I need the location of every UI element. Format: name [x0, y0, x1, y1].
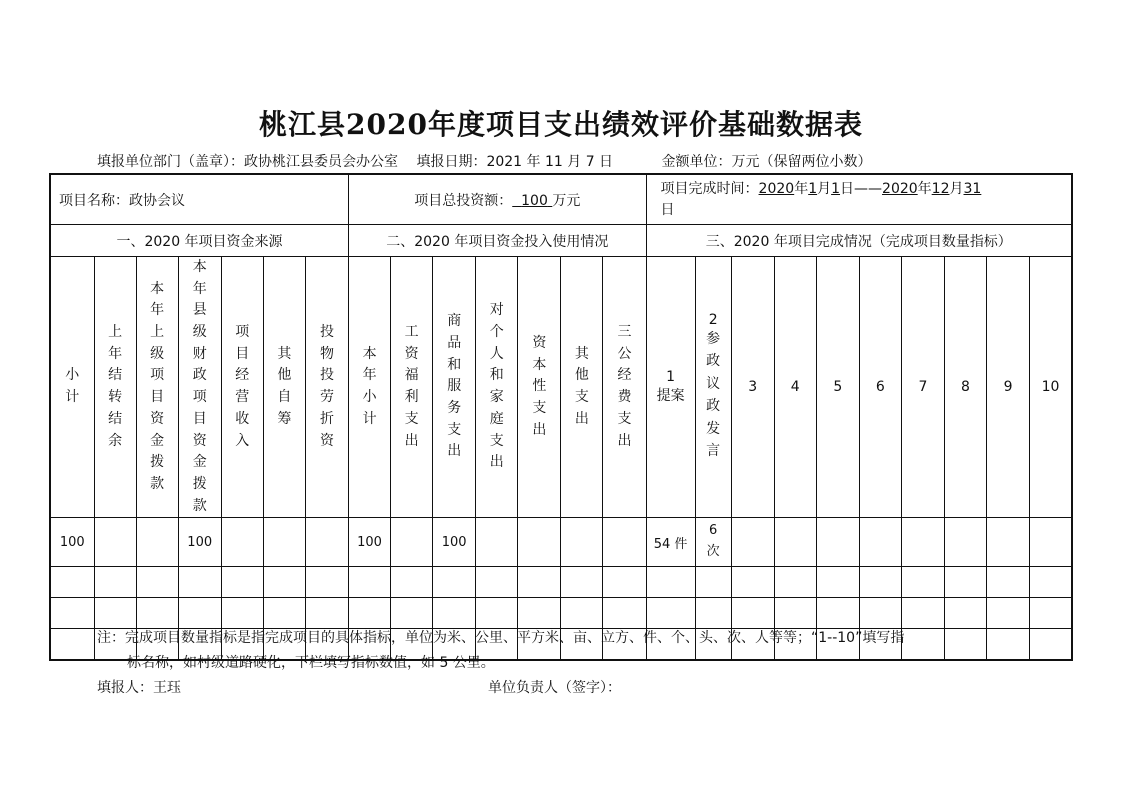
data-cell: [1030, 518, 1072, 567]
data-cell: 100: [50, 518, 94, 567]
table-row: [50, 598, 1072, 629]
note-line-1: 注：完成项目数量指标是指完成项目的具体指标，单位为米、公里、平方米、亩、立方、件、个、头、次、人等等；“1--10”填写指: [97, 630, 905, 646]
data-table: [49, 173, 1073, 661]
note-line-2: 标名称，如村级道路硬化，下栏填写指标数值，如 5 公里。: [127, 655, 495, 671]
header-cell: 三公经费支出: [603, 257, 646, 518]
data-cell: [305, 518, 348, 567]
project-name-cell: 项目名称：政协会议: [50, 174, 349, 225]
indicator-header-1: 1 提案: [646, 257, 695, 518]
indicator-header-10: 10: [1030, 257, 1072, 518]
data-cell: [136, 518, 178, 567]
data-cell: [859, 518, 901, 567]
header-cell: 商品和服务支出: [433, 257, 476, 518]
invest-cell: [349, 174, 647, 225]
header-cell: 投物投劳折资: [305, 257, 348, 518]
data-cell: [603, 518, 646, 567]
data-cell: 6 次: [695, 518, 731, 567]
indicator-header-2: 2 参政议政发言: [695, 257, 731, 518]
header-cell: 工资福利支出: [391, 257, 433, 518]
table-row: [50, 567, 1072, 598]
invest-value: 100: [521, 192, 548, 209]
fill-date: 填报日期：2021 年 11 月 7 日: [416, 154, 614, 170]
data-cell: [901, 518, 944, 567]
leader-signature: 单位负责人（签字）：: [488, 680, 621, 696]
header-cell: 资本性支出: [518, 257, 561, 518]
complete-time-cell: 项目完成时间：2020年1月1日——2020年12月31 日: [646, 174, 1072, 225]
header-cell: 其他自筹: [263, 257, 305, 518]
data-cell: [731, 518, 774, 567]
data-cell: [561, 518, 603, 567]
amount-unit: 金额单位：万元（保留两位小数）: [661, 154, 872, 170]
data-cell: [816, 518, 859, 567]
header-cell: 上年结转结余: [94, 257, 136, 518]
section-usage: 二、2020 年项目资金投入使用情况: [349, 225, 647, 257]
data-cell: [476, 518, 518, 567]
data-cell: [987, 518, 1030, 567]
invest-label: 项目总投资额：: [414, 192, 513, 209]
data-cell: [263, 518, 305, 567]
header-cell: 小计: [50, 257, 94, 518]
table-row: [50, 518, 1072, 567]
filler-name: 填报人：王珏: [97, 680, 181, 696]
header-cell: 项目经营收入: [221, 257, 263, 518]
section-source: 一、2020 年项目资金来源: [50, 225, 349, 257]
indicator-header-5: 5: [816, 257, 859, 518]
data-cell: [518, 518, 561, 567]
unit-dept: 填报单位部门（盖章）：政协桃江县委员会办公室: [97, 154, 398, 170]
page-title: 桃江县2020年度项目支出绩效评价基础数据表: [259, 108, 863, 141]
indicator-header-9: 9: [987, 257, 1030, 518]
header-cell: 本年县级财政项目资金拨款: [178, 257, 221, 518]
header-cell: 对个人和家庭支出: [476, 257, 518, 518]
indicator-header-8: 8: [944, 257, 986, 518]
data-cell: [94, 518, 136, 567]
indicator-header-4: 4: [774, 257, 816, 518]
data-cell: [944, 518, 986, 567]
indicator-header-7: 7: [901, 257, 944, 518]
data-cell: 100: [349, 518, 391, 567]
indicator-header-3: 3: [731, 257, 774, 518]
data-cell: 100: [433, 518, 476, 567]
indicator-header-6: 6: [859, 257, 901, 518]
invest-unit: 万元: [552, 192, 581, 209]
data-cell: [774, 518, 816, 567]
data-cell: [221, 518, 263, 567]
data-cell: 100: [178, 518, 221, 567]
data-cell: [391, 518, 433, 567]
header-cell: 其他支出: [561, 257, 603, 518]
header-cell: 本年上级项目资金拨款: [136, 257, 178, 518]
subheader: [97, 151, 886, 171]
header-cell: 本年小计: [349, 257, 391, 518]
section-completion: 三、2020 年项目完成情况（完成项目数量指标）: [646, 225, 1072, 257]
data-cell: 54 件: [646, 518, 695, 567]
